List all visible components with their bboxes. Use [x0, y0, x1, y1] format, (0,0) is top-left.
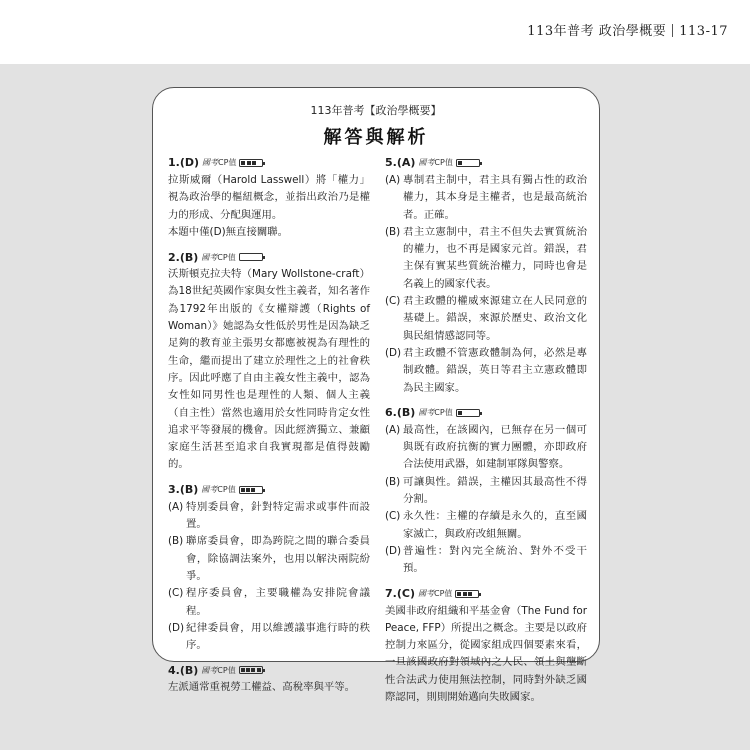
answer-paren-open: (	[179, 663, 185, 677]
question-number: 6.	[385, 406, 397, 420]
cp-label-prefix: 國考	[201, 485, 218, 495]
battery-segment	[241, 488, 245, 492]
answer-paren-open: (	[396, 586, 402, 600]
battery-segment	[463, 411, 467, 415]
cp-label-prefix: 國考	[418, 408, 435, 418]
option-text: 程序委員會，主要職權為安排院會議程。	[186, 587, 370, 617]
battery-segment	[458, 161, 462, 165]
battery-segment	[246, 255, 250, 259]
battery-segment	[251, 255, 255, 259]
answer-paren-open: (	[179, 483, 185, 497]
cp-rating-label	[201, 249, 235, 266]
explanation-text: 本題中僅(D)無直接關聯。	[168, 225, 289, 238]
battery-icon	[455, 590, 479, 598]
option-label: (C)	[385, 510, 401, 523]
option-text: 君主政體的權威來源建立在人民同意的基礎上。錯誤，來源於歷史、政治文化與民組情感認同等。	[403, 295, 587, 342]
question-header	[168, 154, 370, 172]
option-item	[385, 224, 587, 293]
answer-letter: B	[401, 406, 411, 420]
question-q3	[168, 481, 370, 655]
answer-paren-close: )	[410, 156, 416, 170]
question-number: 5.	[385, 156, 397, 170]
battery-segment	[241, 255, 245, 259]
cp-label-prefix: 國考	[201, 252, 218, 262]
battery-icon	[456, 159, 480, 167]
question-q1	[168, 154, 370, 241]
answer-letter: C	[401, 586, 410, 600]
option-label: (B)	[168, 535, 184, 548]
question-header	[385, 585, 587, 603]
option-label: (A)	[385, 174, 401, 186]
option-item	[385, 474, 587, 509]
cp-label-suffix: CP值	[217, 252, 236, 262]
battery-icon	[239, 253, 263, 261]
page-number: 113-17	[679, 24, 728, 39]
running-head-title: 113年普考 政治學概要	[527, 24, 667, 39]
question-q7	[385, 585, 587, 707]
answer-letter: A	[401, 156, 411, 170]
battery-icon	[456, 409, 480, 417]
running-head-divider	[672, 24, 673, 37]
battery-segment	[247, 161, 251, 165]
battery-segment	[251, 668, 255, 672]
option-label: (A)	[385, 423, 401, 436]
answer-paren-close: )	[193, 663, 199, 677]
cp-rating-label	[418, 154, 452, 171]
battery-segment	[458, 411, 462, 415]
question-q4	[168, 661, 370, 696]
battery-segment	[241, 161, 245, 165]
battery-segment	[469, 161, 473, 165]
battery-segment	[257, 255, 261, 259]
option-text: 普遍性：對內完全統治、對外不受干預。	[403, 544, 587, 575]
battery-segment	[474, 411, 478, 415]
question-header	[385, 404, 587, 422]
option-label: (C)	[385, 295, 401, 308]
option-item	[168, 499, 370, 534]
battery-segment	[463, 161, 467, 165]
option-label: (D)	[385, 544, 402, 557]
battery-segment	[474, 592, 478, 596]
option-label: (D)	[385, 346, 402, 359]
answer-paren-open: (	[396, 156, 402, 170]
option-text: 聯席委員會，即為跨院之間的聯合委員會，除協調法案外，也用以解決兩院紛爭。	[186, 535, 370, 582]
cp-rating-label	[201, 481, 235, 498]
question-number: 7.	[385, 586, 397, 600]
left-column	[168, 154, 370, 704]
question-q6	[385, 404, 587, 578]
option-item	[168, 620, 370, 655]
answer-paren-close: )	[193, 483, 199, 497]
cp-label-prefix: 國考	[201, 665, 218, 675]
option-item	[385, 422, 587, 474]
cp-label-prefix: 國考	[418, 158, 435, 168]
answer-letter: B	[184, 250, 194, 264]
option-item	[385, 345, 587, 397]
question-number: 4.	[168, 663, 180, 677]
option-label: (B)	[385, 225, 401, 238]
answer-card	[152, 87, 600, 704]
cp-label-prefix: 國考	[202, 158, 219, 168]
question-q5	[385, 154, 587, 397]
answer-paren-open: (	[179, 250, 185, 264]
answer-letter: B	[184, 663, 194, 677]
cp-label-prefix: 國考	[417, 588, 434, 598]
option-label: (C)	[168, 587, 184, 600]
answer-paren-open: (	[396, 406, 402, 420]
question-q2	[168, 248, 370, 474]
answer-paren-close: )	[194, 156, 200, 170]
option-label: (B)	[385, 475, 401, 488]
answer-paren-open: (	[179, 156, 185, 170]
explanation-text: 拉斯威爾（Harold Lasswell）將「權力」視為政治學的樞紐概念，並指出政治乃是權力的形成、分配與運用。	[168, 174, 370, 221]
option-item	[168, 533, 370, 585]
option-text: 最高性，在該國內，已無存在另一個可與既有政府抗衡的實力團體，亦即政府合法使用武器，如建制軍隊與警察。	[403, 423, 587, 471]
cp-label-suffix: CP值	[433, 588, 453, 598]
explanation-text: 沃斯頓克拉夫特（Mary Wollstone-craft）為18世紀英國作家與女性主義者，知名著作為1792年出版的《女權辯護（Rights of Woman）》她認為女性低於男性是因為缺乏足夠的教育並主張男女都應被視為有理性的生命，繼而提出了建立於理性之上的社會秩序。因此呼應了自由主義女性主義中，認為女性如同男性也是理性的人類、個人主義（自主性）當然也適用於女性同時肯定女性追求平等發展的機會。因此經濟獨立、兼顧家庭生活甚至追求自我實現都是值得鼓勵的。	[168, 268, 370, 471]
battery-segment	[468, 411, 472, 415]
cp-label-suffix: CP值	[434, 158, 453, 168]
battery-segment	[474, 161, 478, 165]
option-item	[385, 293, 587, 345]
battery-icon	[239, 159, 263, 167]
battery-segment	[251, 488, 255, 492]
option-text: 紀律委員會，用以維護議事進行時的秩序。	[186, 621, 370, 652]
battery-segment	[457, 592, 461, 596]
battery-segment	[246, 668, 250, 672]
cp-label-suffix: CP值	[218, 158, 237, 168]
card-title: 解答與解析	[323, 127, 429, 148]
battery-segment	[252, 161, 256, 165]
battery-segment	[246, 488, 250, 492]
battery-segment	[468, 592, 472, 596]
option-item	[385, 172, 587, 224]
question-header	[168, 661, 370, 679]
cp-label-suffix: CP值	[434, 408, 453, 418]
card-subtitle: 113年普考【政治學概要】	[310, 104, 442, 117]
explanation-text: 美國非政府組織和平基金會（The Fund for Peace, FFP）所提出之概念。主要是以政府控制力來區分，從國家組成四個要素來看，一旦該國政府對領域內之人民、領土與壟斷性合法武力使用無法控制，同時對外缺乏國際認同，則則開始邁向失敗國家。	[385, 604, 587, 704]
option-text: 君主政體不管憲政體制為何，必然是專制政體。錯誤，英日等君主立憲政體即為民主國家。	[403, 346, 587, 394]
running-head	[527, 20, 728, 39]
question-header	[168, 248, 370, 266]
right-column	[385, 154, 587, 713]
battery-segment	[463, 592, 467, 596]
option-item	[385, 543, 587, 578]
cp-rating-label	[202, 154, 236, 171]
option-text: 永久性：主權的存續是永久的，直至國家滅亡，與政府改組無關。	[403, 510, 587, 540]
explanation-text: 左派通常重視勞工權益、高稅率與平等。	[168, 681, 356, 694]
cp-rating-label	[201, 662, 235, 679]
option-text: 特別委員會，針對特定需求或事件而設置。	[186, 500, 370, 531]
option-text: 可讓與性。錯誤，主權因其最高性不得分割。	[403, 475, 587, 506]
question-number: 3.	[168, 483, 180, 497]
page-header	[0, 0, 750, 64]
question-number: 1.	[168, 156, 180, 170]
option-item	[168, 585, 370, 620]
option-text: 專制君主制中，君主具有獨占性的政治權力，其本身是主權者，也是最高統治者。正確。	[403, 174, 587, 221]
battery-segment	[258, 161, 262, 165]
card-header	[153, 102, 599, 149]
question-header	[385, 154, 587, 172]
answer-paren-close: )	[193, 250, 199, 264]
answer-letter: B	[184, 483, 194, 497]
battery-icon	[239, 486, 263, 494]
battery-segment	[241, 668, 245, 672]
option-text: 君主立憲制中，君主不但失去實質統治的權力，也不再是國家元首。錯誤，君主保有實某些質統治權力，同時也會是名義上的國家代表。	[403, 225, 587, 290]
option-item	[385, 508, 587, 543]
cp-label-suffix: CP值	[217, 665, 236, 675]
cp-rating-label	[418, 585, 452, 602]
cp-label-suffix: CP值	[217, 485, 236, 495]
question-number: 2.	[168, 250, 180, 264]
battery-segment	[257, 488, 261, 492]
answer-letter: D	[184, 156, 195, 170]
answer-paren-close: )	[410, 406, 416, 420]
option-label: (D)	[168, 621, 185, 634]
option-label: (A)	[168, 500, 184, 513]
question-header	[168, 481, 370, 499]
battery-segment	[257, 668, 261, 672]
cp-rating-label	[418, 404, 452, 421]
battery-icon	[239, 666, 263, 674]
answer-paren-close: )	[409, 586, 415, 600]
